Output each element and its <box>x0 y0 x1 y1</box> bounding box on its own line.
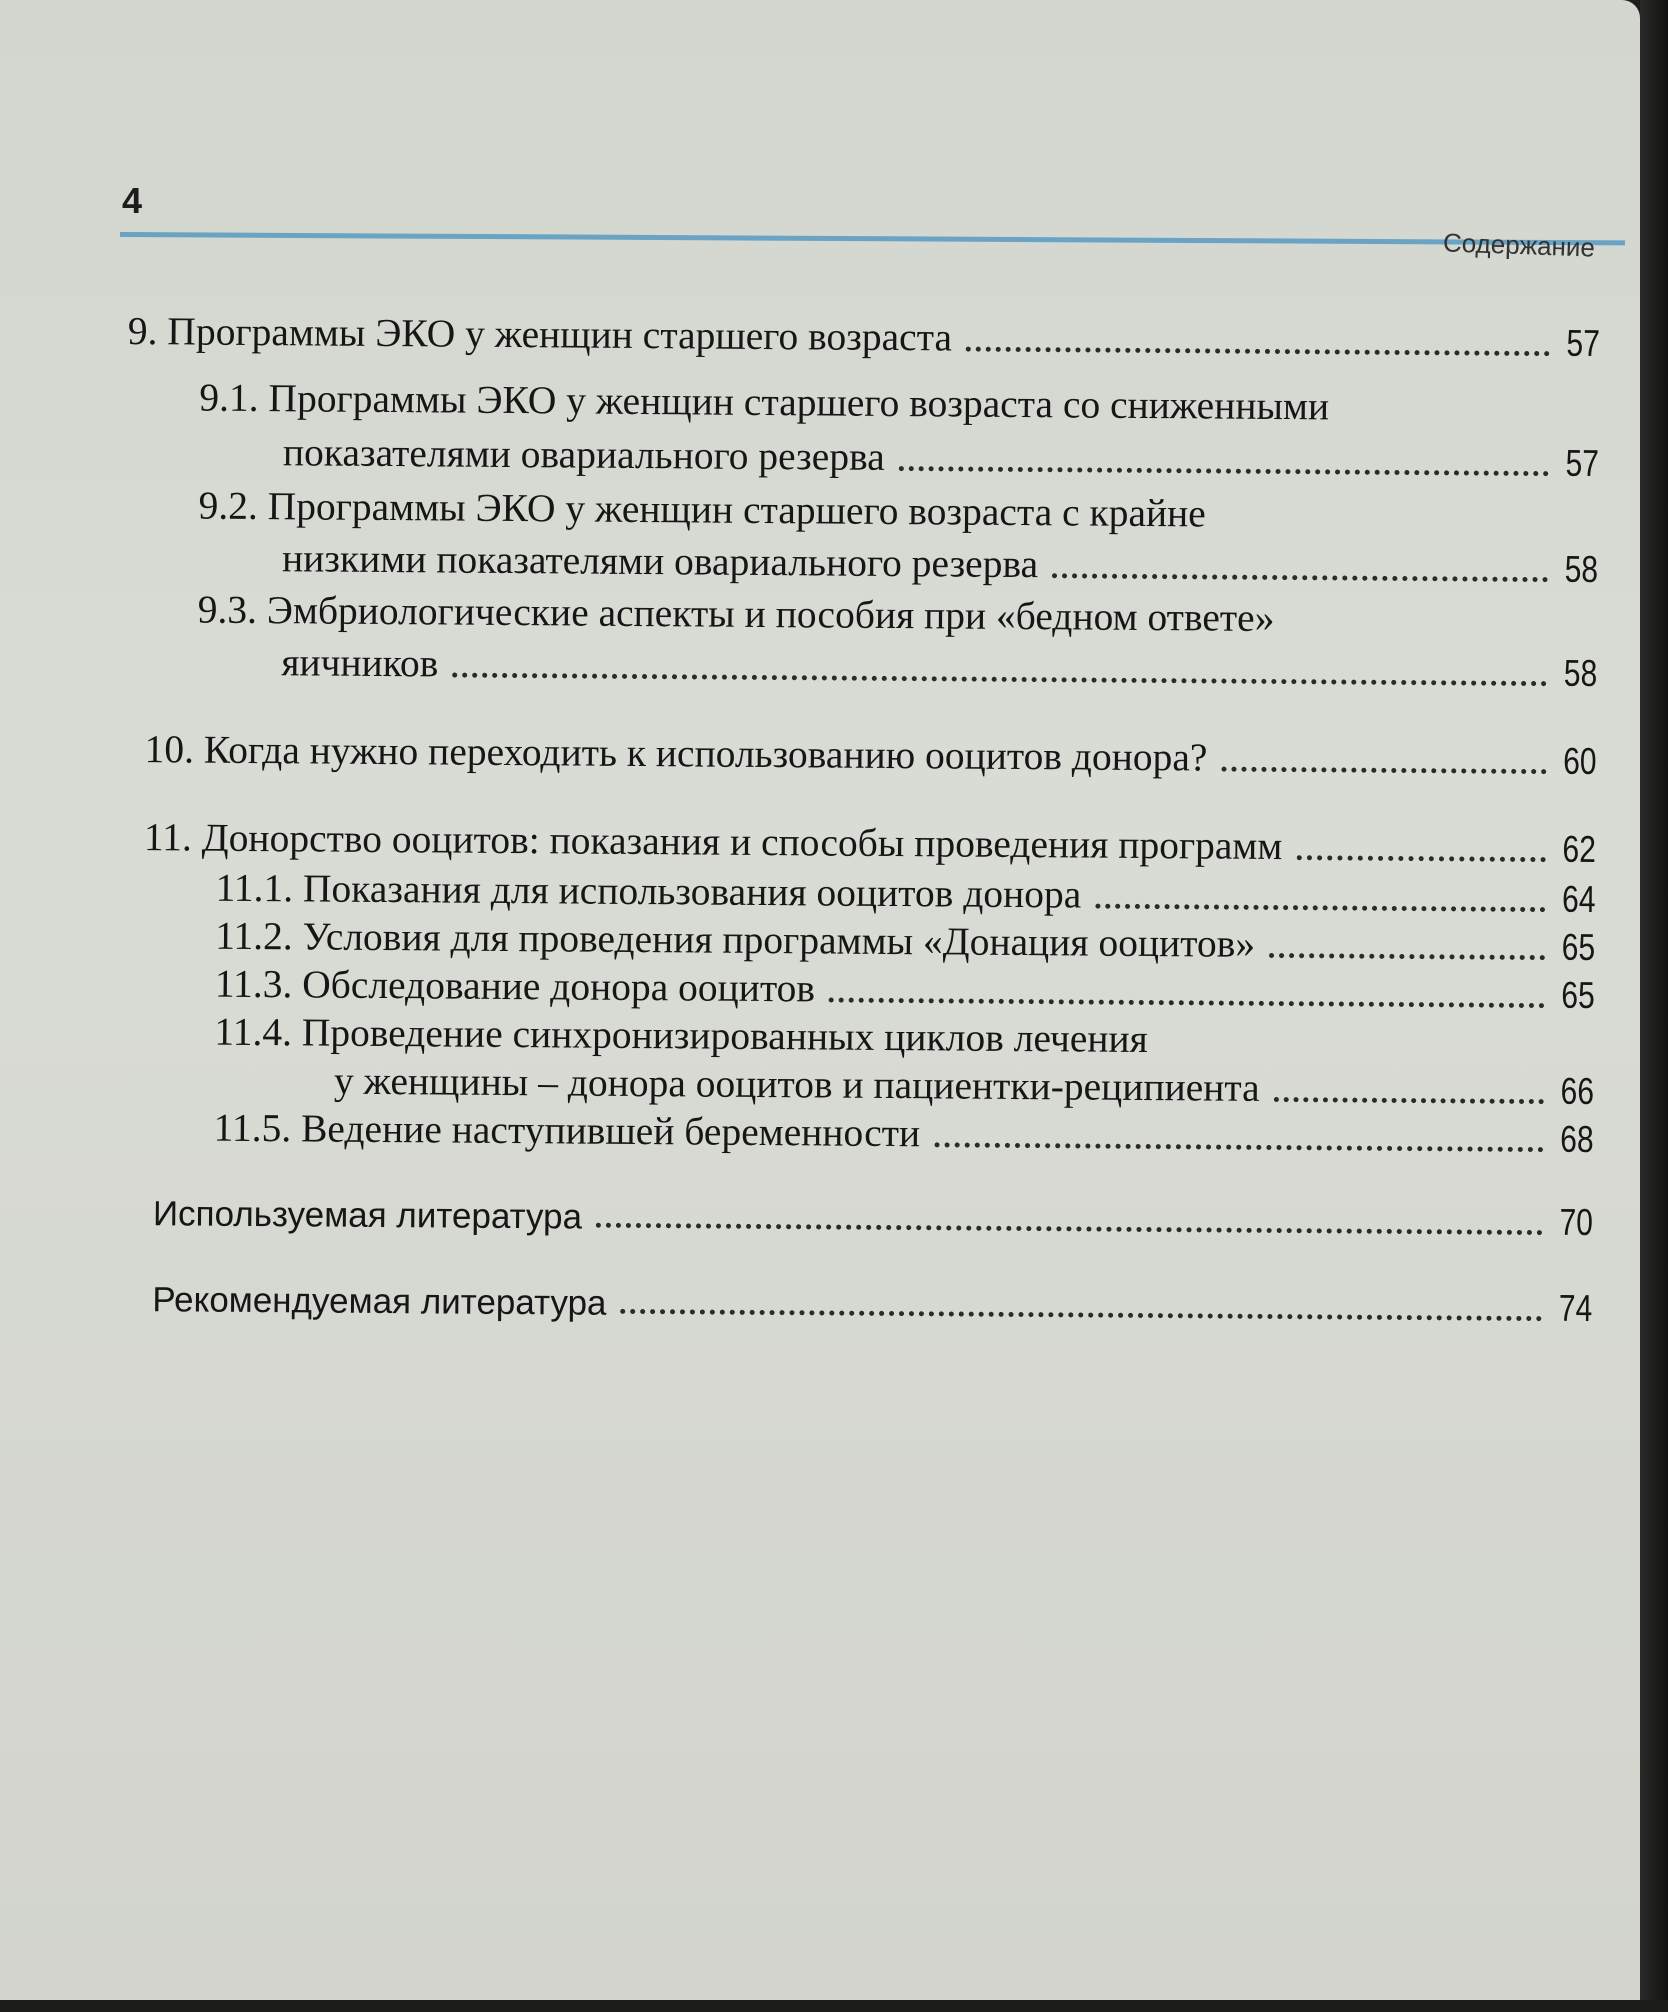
toc-entry-title: 11.5. Ведение наступившей беременности <box>213 1105 921 1156</box>
toc-entry-title: Используемая литература <box>152 1194 583 1237</box>
book-edge-shadow <box>1640 0 1668 2000</box>
toc-entry <box>214 913 1596 969</box>
toc-entry-page: 62 <box>1562 828 1597 871</box>
toc-entry <box>215 865 1596 921</box>
toc-entry <box>127 308 1601 365</box>
toc-entry-page: 65 <box>1561 974 1595 1017</box>
toc-leader <box>1296 854 1546 862</box>
toc-entry <box>213 1105 1594 1161</box>
toc-entry-title: низкими показателями овариального резерва <box>281 536 1039 587</box>
toc-entry-title: 10. Когда нужно переходить к использованию ооцитов донора? <box>144 727 1208 780</box>
toc-entry-page: 60 <box>1563 740 1597 783</box>
toc-entry-page: 57 <box>1566 322 1601 365</box>
toc-entry <box>152 1282 1592 1328</box>
toc-entry <box>281 640 1598 695</box>
toc-entry <box>282 430 1600 485</box>
toc-leader <box>934 1141 1543 1152</box>
toc-entry <box>333 1058 1595 1113</box>
toc-leader <box>1274 1096 1544 1104</box>
toc-entry-title: 11.4. Проведение синхронизированных циклов лечения <box>214 1009 1148 1062</box>
toc-leader <box>1269 951 1545 959</box>
toc-entry-title: 11. Донорство ооцитов: показания и способы проведения программ <box>143 815 1283 869</box>
toc-entry-page: 70 <box>1559 1202 1594 1244</box>
page-number: 4 <box>122 180 143 221</box>
toc-entry-page: 64 <box>1561 878 1596 921</box>
toc-entry-page: 58 <box>1564 548 1599 591</box>
toc-entry <box>143 815 1597 871</box>
toc-entry-title: 9. Программы ЭКО у женщин старшего возраста <box>127 308 953 360</box>
toc-entry-title: 11.2. Условия для проведения программы «Донация ооцитов» <box>214 913 1256 966</box>
toc-entry <box>214 961 1595 1017</box>
toc-entry-page: 74 <box>1558 1288 1593 1330</box>
toc-entry <box>144 727 1597 783</box>
toc-leader <box>620 1308 1542 1321</box>
toc-entry-title: 9.3. Эмбриологические аспекты и пособия при «бедном ответе» <box>197 587 1275 640</box>
toc-entry-title: 11.1. Показания для использования ооцитов донора <box>215 865 1082 917</box>
toc-entry-page: 68 <box>1560 1118 1594 1161</box>
toc-entry-title: 9.1. Программы ЭКО у женщин старшего возраста со сниженными <box>199 375 1330 429</box>
toc-entry-title: показателями овариального резерва <box>282 430 885 479</box>
toc-entry-title: 11.3. Обследование донора ооцитов <box>214 961 816 1011</box>
running-header: Содержание <box>1442 227 1596 263</box>
toc-entry-title: 9.2. Программы ЭКО у женщин старшего возраста с крайне <box>198 483 1206 536</box>
toc-leader <box>1221 765 1546 774</box>
toc-entry-title: у женщины – донора ооцитов и пациентки-реципиента <box>333 1058 1260 1110</box>
toc-entry-title: яичников <box>281 640 439 686</box>
toc-leader <box>966 345 1550 356</box>
toc-leader <box>452 671 1547 686</box>
toc-entry-title: Рекомендуемая литература <box>152 1280 607 1323</box>
toc-leader <box>1095 902 1545 912</box>
toc-leader <box>1052 572 1548 582</box>
toc-entry-page: 66 <box>1560 1070 1595 1113</box>
toc-entry <box>153 1196 1593 1242</box>
toc-entry-page: 58 <box>1563 652 1598 695</box>
toc-entry-page: 65 <box>1561 926 1596 969</box>
toc-leader <box>829 996 1545 1008</box>
toc-entry <box>281 536 1599 591</box>
toc-leader <box>596 1222 1543 1235</box>
toc-leader <box>899 465 1549 476</box>
toc-entry-page: 57 <box>1565 442 1600 485</box>
